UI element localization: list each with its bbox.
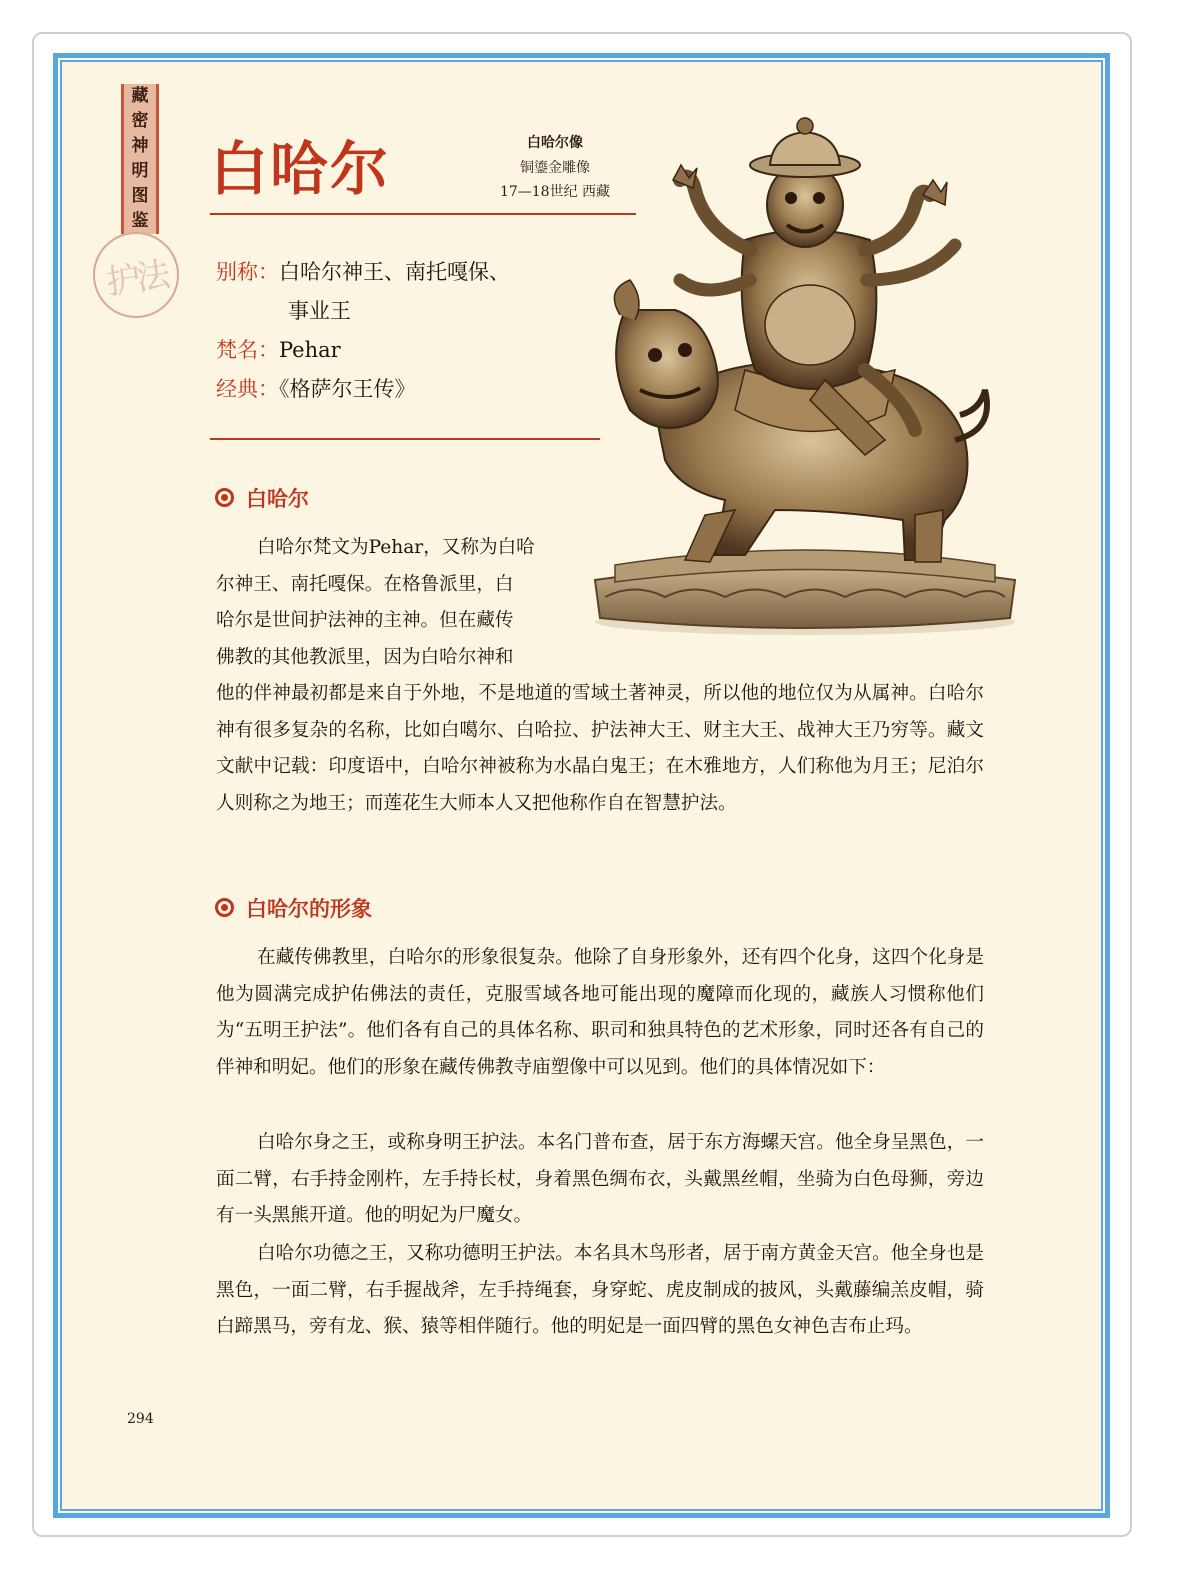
- alias-value: 白哈尔神王、南托嘎保、: [279, 260, 510, 284]
- classic-row: [216, 370, 510, 409]
- sanskrit-value: Pehar: [279, 338, 341, 362]
- category-seal: [93, 232, 179, 318]
- alias-row: [216, 253, 510, 292]
- wrapped-paragraph: [216, 530, 561, 676]
- seal-text: 护法: [103, 254, 169, 303]
- series-char: 藏: [131, 86, 149, 106]
- bullet-ring-icon: [215, 488, 234, 507]
- caption-material: 铜鎏金雕像: [520, 160, 590, 176]
- series-char: 密: [131, 111, 149, 131]
- classic-label: 经典：: [216, 377, 279, 401]
- series-char: 明: [131, 161, 149, 181]
- sanskrit-row: [216, 331, 510, 370]
- section-heading-1: [215, 485, 309, 513]
- page-title: 白哈尔: [210, 135, 391, 203]
- classic-value: 《格萨尔王传》: [279, 377, 416, 401]
- sanskrit-label: 梵名：: [216, 338, 279, 362]
- section-heading-2: [215, 895, 372, 923]
- bullet-ring-icon: [215, 898, 234, 917]
- info-block: [216, 253, 510, 409]
- alias-label: 别称：: [216, 260, 279, 284]
- alias-row-continued: 事业王: [288, 299, 351, 323]
- info-divider: [210, 438, 600, 440]
- caption-period: 17—18世纪 西藏: [499, 184, 611, 200]
- text-line: 佛教的其他教派里，因为白哈尔神和: [216, 646, 514, 668]
- series-char: 图: [131, 186, 149, 206]
- paragraph: 白哈尔身之王，或称身明王护法。本名门普布查，居于东方海螺天宫。他全身呈黑色，一面二臂，右手持金刚杵，左手持长杖，身着黑色绸布衣，头戴黑丝帽，坐骑为白色母狮，旁边有一头黑熊开道。他的明妃为尸魔女。: [216, 1132, 984, 1226]
- section-heading-text: 白哈尔的形象: [246, 897, 372, 921]
- title-divider: [210, 213, 636, 215]
- series-char: 神: [131, 136, 149, 156]
- section-heading-text: 白哈尔: [246, 487, 309, 511]
- paragraph: 白哈尔功德之王，又称功德明王护法。本名具木鸟形者，居于南方黄金天宫。他全身也是黑色，一面二臂，右手握战斧，左手持绳套，身穿蛇、虎皮制成的披风，头戴藤编羔皮帽，骑白蹄黑马，旁有龙、猴、猿等相伴随行。他的明妃是一面四臂的黑色女神色吉布止玛。: [216, 1243, 984, 1337]
- series-tab: [121, 84, 159, 234]
- text-line: 哈尔是世间护法神的主神。但在藏传: [216, 610, 514, 631]
- page-number: 294: [127, 1411, 154, 1427]
- series-char: 鉴: [131, 211, 149, 231]
- text-line: 白哈尔梵文为Pehar，又称为白哈: [257, 537, 535, 558]
- paragraph-continuation: 他的伴神最初都是来自于外地，不是地道的雪域土著神灵，所以他的地位仅为从属神。白哈尔神有很多复杂的名称，比如白噶尔、白哈拉、护法神大王、财主大王、战神大王乃穷等。藏文文献中记载：印度语中，白哈尔神被称为水晶白鬼王；在木雅地方，人们称他为月王；尼泊尔人则称之为地王；而莲花生大师本人又把他称作自在智慧护法。: [216, 683, 984, 814]
- text-line: 尔神王、南托嘎保。在格鲁派里，白: [216, 573, 514, 595]
- statue-image: [585, 110, 1025, 635]
- caption-title: 白哈尔像: [527, 135, 583, 151]
- paragraph: 在藏传佛教里，白哈尔的形象很复杂。他除了自身形象外，还有四个化身，这四个化身是他为圆满完成护佑佛法的责任，克服雪域各地可能出现的魔障而化现的，藏族人习惯称他们为“五明王护法”。他们各有自己的具体名称、职司和独具特色的艺术形象，同时还各有自己的伴神和明妃。他们的形象在藏传佛教寺庙塑像中可以见到。他们的具体情况如下：: [216, 947, 984, 1078]
